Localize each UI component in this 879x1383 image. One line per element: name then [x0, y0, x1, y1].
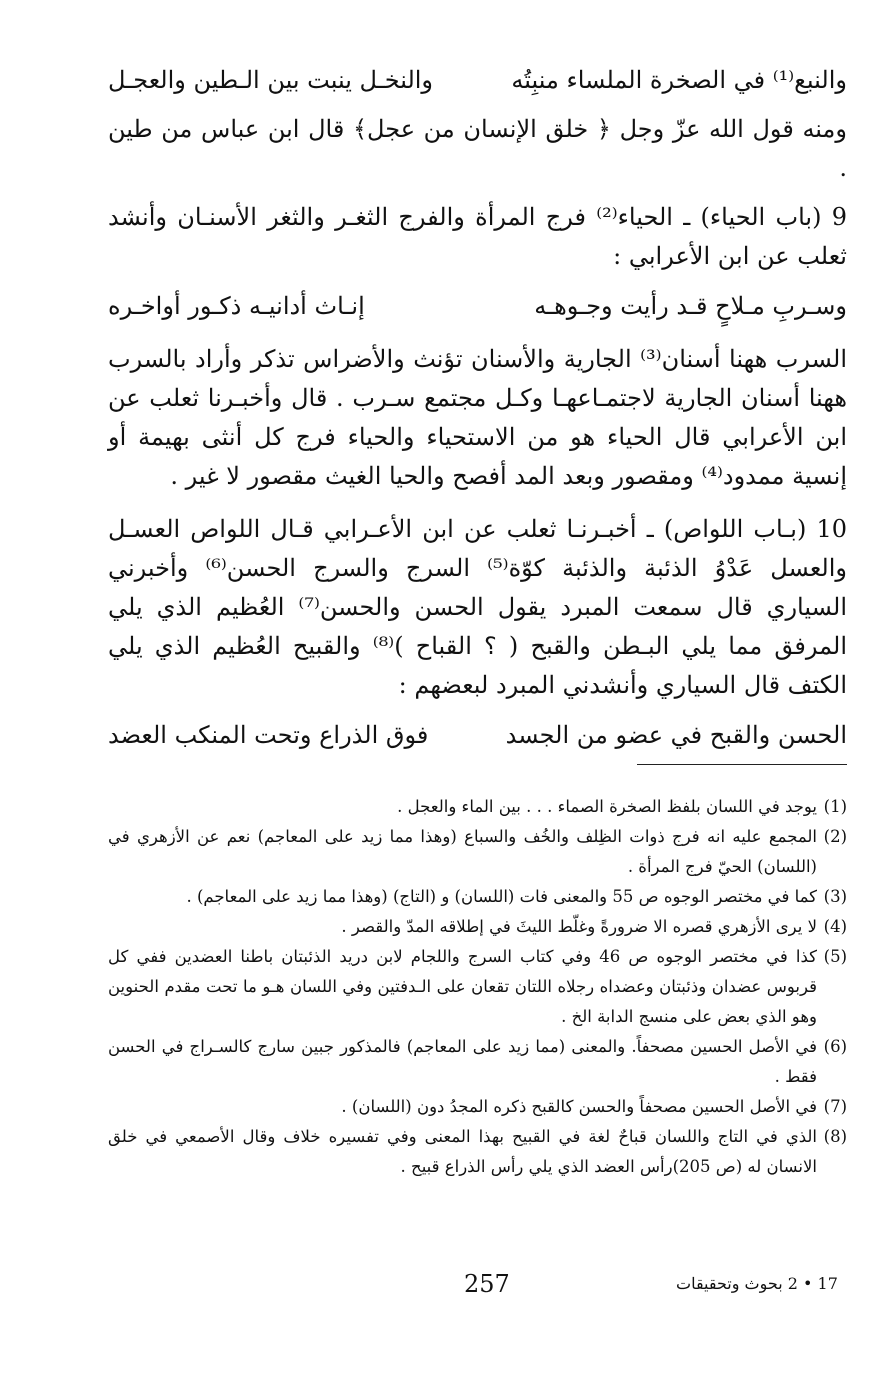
- hemistich-right: الحسن والقبح في عضو من الجسد: [505, 721, 847, 749]
- footnote-number: (8): [823, 1127, 847, 1146]
- footnote: [108, 882, 847, 912]
- page-footer: [0, 1270, 879, 1310]
- hemistich-left: والنخـل ينبت بين الـطين والعجـل: [108, 66, 434, 94]
- running-footer-text: 17 • 2 بحوث وتحقيقات: [676, 1274, 838, 1293]
- footnote-text: في الأصل الحسين مصحفاً والحسن كالقبح ذكره المجدُ دون (اللسان) .: [341, 1097, 817, 1116]
- verse-line-3: [108, 715, 847, 755]
- footnote: [108, 822, 847, 882]
- footnote: [108, 912, 847, 942]
- hemistich-left: إنـاث أدانيـه ذكـور أواخـره: [108, 292, 365, 320]
- footnote-number: (1): [823, 797, 847, 816]
- footnote: [108, 1032, 847, 1092]
- hemistich-right: وسـربِ مـلاحٍ قـد رأيت وجـوهـه: [534, 292, 847, 320]
- footnote-separator: [637, 764, 847, 765]
- footnote-text: كذا في مختصر الوجوه ص 46 وفي كتاب السرج واللجام لابن دريد الذئبتان باطنا العضدين ففي كل قربوس عضدان وذئبتان وعضداه رجلاه اللتان تقعان على الـدفتين وفي اللسان هـو ما تحت مقدم الحنوين وهو الذي بعض على منسج الدابة الخ .: [108, 947, 817, 1026]
- main-text: [108, 60, 847, 755]
- footnote: [108, 792, 847, 822]
- footnote-text: في الأصل الحسين مصحفاً. والمعنى (مما زيد على المعاجم) فالمذكور جبين سارج كالسـراج في الحسن فقط .: [108, 1037, 817, 1086]
- footnote-text: لا يرى الأزهري قصره الا ضرورةً وغلّط الليثَ في إطلاقه المدّ والقصر .: [341, 917, 817, 936]
- paragraph-bab-allawas: 10 (بـاب اللواص) ـ أخبـرنـا ثعلب عن ابن الأعـرابي قـال اللواص العسـل والعسل عَدْوُ الذئبة والذئبة كوّة⁽⁵⁾ السرج والسرج الحسن⁽⁶⁾ وأخبرني السياري قال سمعت المبرد يقول الحسن والحسن⁽⁷⁾ العُظيم الذي يلي المرفق مما يلي البـطن والقبح ( ؟ القباح )⁽⁸⁾ والقبيح العُظيم الذي يلي الكتف قال السياري وأنشدني المبرد لبعضهم :: [108, 515, 848, 699]
- footnote-number: (4): [823, 917, 847, 936]
- paragraph-bab-alhaya: 9 (باب الحياء) ـ الحياء⁽²⁾ فرج المرأة والفرج الثغـر والثغر الأسنـان وأنشد ثعلب عن ابن الأعرابي :: [108, 203, 847, 270]
- footnote: [108, 1092, 847, 1122]
- footnote-number: (7): [823, 1097, 847, 1116]
- paragraph-sarb: السرب ههنا أسنان⁽³⁾ الجارية والأسنان تؤنث والأضراس تذكر وأراد بالسرب ههنا أسنان الجارية لاجتمـاعهـا وكـل مجتمع سـرب . قال وأخبـرنا ثعلب عن ابن الأعرابي قال الحياء هو من الاستحياء والحياء فرج كل أنثى بهيمة أو إنسية ممدود⁽⁴⁾ ومقصور وبعد المد أفصح والحيا الغيث مقصور لا غير .: [108, 345, 848, 490]
- footnote-text: المجمع عليه انه فرج ذوات الظِلف والخُف والسباع (وهذا مما زيد على المعاجم) نعم عن الأزهري في (اللسان) الحيّ فرج المرأة .: [108, 827, 817, 876]
- footnote-text: يوجد في اللسان بلفظ الصخرة الصماء . . . بين الماء والعجل .: [397, 797, 817, 816]
- footnote: [108, 942, 847, 1032]
- footnote-number: (6): [823, 1037, 847, 1056]
- footnote: [108, 1122, 847, 1182]
- verse-line-2: [108, 286, 847, 326]
- hemistich-left: فوق الذراع وتحت المنكب العضد: [108, 721, 429, 749]
- paragraph-quran-quote: ومنه قول الله عزّ وجل ﴿ خلق الإنسان من عجل﴾ قال ابن عباس من طين .: [108, 115, 847, 182]
- footnotes: [108, 792, 847, 1182]
- verse-line-1: [108, 60, 847, 100]
- footnote-number: (3): [823, 887, 847, 906]
- footnote-text: الذي في التاج واللسان قباحٌ لغة في القبيح بهذا المعنى وفي تفسيره خلاف وقال الأصمعي في خلق الانسان له (ص 205)رأس العضد الذي يلي رأس الذراع قبيح .: [108, 1127, 817, 1176]
- page-number: 257: [464, 1270, 510, 1298]
- footnote-number: (2): [823, 827, 847, 846]
- footnote-number: (5): [823, 947, 847, 966]
- hemistich-right: والنبع⁽¹⁾ في الصخرة الملساء منبِتُه: [511, 66, 847, 94]
- footnote-text: كما في مختصر الوجوه ص 55 والمعنى فات (اللسان) و (التاج) (وهذا مما زيد على المعاجم) .: [186, 887, 817, 906]
